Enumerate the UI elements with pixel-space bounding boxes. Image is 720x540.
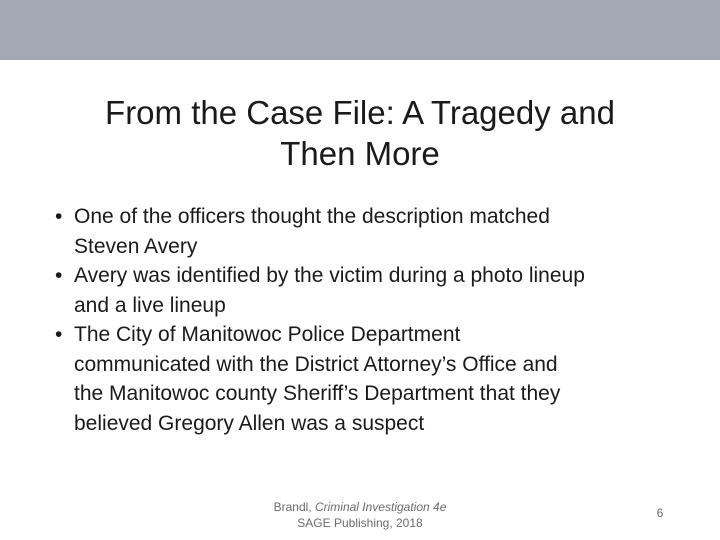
bullet-text-line: Avery was identified by the victim during a photo lineup (74, 264, 585, 287)
footer-citation (230, 499, 490, 531)
bullet-icon: • (55, 323, 63, 346)
bullet-item (55, 320, 670, 438)
bullet-text-line: The City of Manitowoc Police Department (74, 323, 461, 346)
footer-author: Brandl, (273, 500, 315, 514)
bullet-text-line: believed Gregory Allen was a suspect (74, 411, 425, 435)
title-line-1: From the Case File: A Tragedy and (105, 94, 615, 131)
footer-publisher: SAGE Publishing, 2018 (297, 516, 423, 530)
footer-book-title: Criminal Investigation 4e (314, 500, 447, 514)
bullet-text-line: One of the officers thought the description matched (74, 205, 550, 228)
page-number: 6 (656, 506, 664, 520)
bullet-text-line: and a live lineup (74, 293, 226, 317)
bullet-text-line: the Manitowoc county Sheriff’s Department that they (74, 382, 561, 405)
bullet-text-line: communicated with the District Attorney’s Office and (74, 352, 558, 376)
top-band (0, 0, 720, 60)
bullet-list (55, 202, 670, 438)
bullet-icon: • (55, 205, 63, 228)
title-line-2: Then More (280, 135, 440, 172)
bullet-icon: • (55, 264, 63, 287)
bullet-item (55, 261, 670, 320)
bullet-item (55, 202, 670, 261)
footer-line-1 (230, 499, 490, 515)
bullet-text-line: Steven Avery (74, 234, 198, 258)
slide-title (40, 92, 680, 174)
